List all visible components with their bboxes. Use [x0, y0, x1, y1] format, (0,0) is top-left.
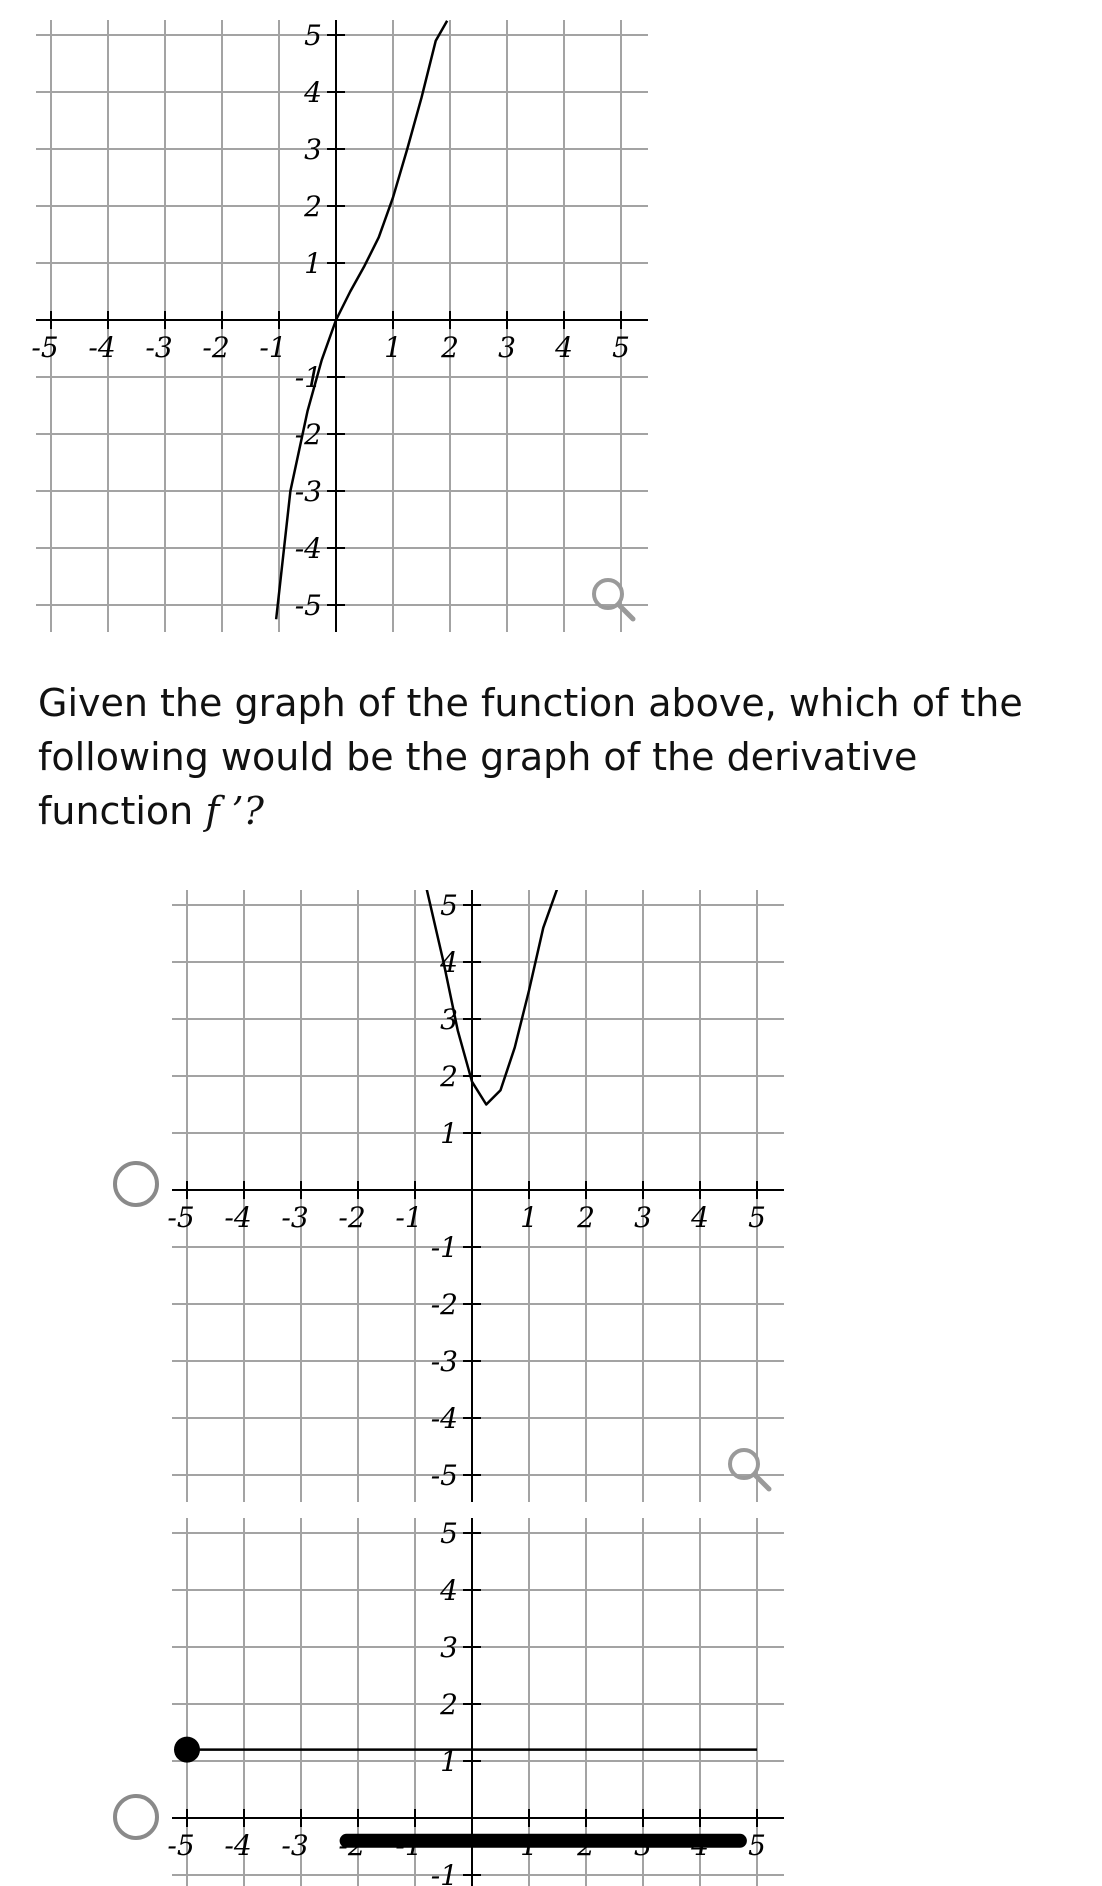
function-x-tick-label: -3	[145, 331, 173, 364]
function-x-tick-label: 5	[612, 331, 630, 364]
option-b-x-tick-label: -5	[167, 1829, 195, 1862]
function-x-tick-label: 1	[384, 331, 402, 364]
option-b-x-tick-label: -3	[281, 1829, 309, 1862]
magnifier-icon[interactable]	[594, 580, 633, 619]
option-a-x-tick-label: -2	[338, 1201, 366, 1234]
option-b-closed-dot	[174, 1737, 200, 1763]
function-y-tick-label: -2	[294, 418, 322, 451]
option-a-x-tick-label: 2	[577, 1201, 595, 1234]
option-b-x-tick-label: 3	[634, 1829, 652, 1862]
function-x-tick-label: -2	[202, 331, 230, 364]
function-y-tick-label: 5	[304, 19, 322, 52]
function-y-tick-label: -5	[294, 589, 322, 622]
function-y-tick-label: 2	[304, 190, 322, 223]
option-b-y-tick-label: 5	[440, 1517, 458, 1550]
option-b-x-tick-label: 4	[691, 1829, 709, 1862]
function-y-tick-label: -3	[294, 475, 322, 508]
option-a-x-tick-label: 4	[691, 1201, 709, 1234]
option-a-graph	[167, 889, 784, 1502]
option-a-y-tick-label: -2	[430, 1288, 458, 1321]
option-b-y-tick-label: 4	[440, 1574, 458, 1607]
function-y-tick-label: 4	[304, 76, 322, 109]
question-body: Given the graph of the function above, which of the following would be the graph of the derivative function	[38, 681, 1023, 833]
function-y-tick-label: 1	[304, 247, 322, 280]
option-b-x-tick-label: 2	[577, 1829, 595, 1862]
option-b-y-tick-label: 3	[440, 1631, 458, 1664]
function-x-tick-label: 3	[498, 331, 516, 364]
option-b-radio[interactable]	[113, 1794, 159, 1840]
option-a-x-tick-label: 1	[520, 1201, 538, 1234]
function-y-tick-label: 3	[304, 133, 322, 166]
option-a-gridlines	[172, 890, 784, 1502]
option-b-y-tick-label: 1	[440, 1745, 458, 1778]
option-a-y-tick-label: 1	[440, 1117, 458, 1150]
function-x-tick-label: -1	[259, 331, 287, 364]
function-x-tick-label: 4	[555, 331, 573, 364]
function-x-tick-label: 2	[441, 331, 459, 364]
option-a-x-tick-label: 5	[748, 1201, 766, 1234]
derivative-symbol: f ’?	[205, 789, 264, 833]
option-b-x-tick-label: 5	[748, 1829, 766, 1862]
option-b-y-tick-label: 2	[440, 1688, 458, 1721]
option-a-y-tick-label: 3	[440, 1003, 458, 1036]
option-b-x-tick-label: -4	[224, 1829, 252, 1862]
option-a-y-tick-label: 2	[440, 1060, 458, 1093]
option-b-y-tick-label: -1	[430, 1859, 458, 1886]
option-b-x-tick-label: 1	[520, 1829, 538, 1862]
function-graph	[31, 19, 648, 632]
option-b-x-tick-label: -2	[338, 1829, 366, 1862]
option-a-x-tick-label: -1	[395, 1201, 423, 1234]
option-a-radio[interactable]	[113, 1161, 159, 1207]
option-a-y-tick-label: -1	[430, 1231, 458, 1264]
option-a-y-tick-label: 4	[440, 946, 458, 979]
option-a-y-tick-label: -4	[430, 1402, 458, 1435]
magnifier-icon[interactable]	[730, 1450, 769, 1489]
function-x-tick-label: -4	[88, 331, 116, 364]
option-a-x-tick-label: -4	[224, 1201, 252, 1234]
option-a-x-tick-label: -5	[167, 1201, 195, 1234]
function-y-tick-label: -4	[294, 532, 322, 565]
option-b-graph	[167, 1517, 784, 1886]
option-a-x-tick-label: 3	[634, 1201, 652, 1234]
function-x-tick-label: -5	[31, 331, 59, 364]
option-a-x-tick-label: -3	[281, 1201, 309, 1234]
function-y-tick-label: -1	[294, 361, 322, 394]
option-a-y-tick-label: -3	[430, 1345, 458, 1378]
question-text	[38, 676, 1078, 838]
option-a-y-tick-label: -5	[430, 1459, 458, 1492]
function-gridlines	[36, 20, 648, 632]
option-b-x-tick-label: -1	[395, 1829, 423, 1862]
option-a-y-tick-label: 5	[440, 889, 458, 922]
